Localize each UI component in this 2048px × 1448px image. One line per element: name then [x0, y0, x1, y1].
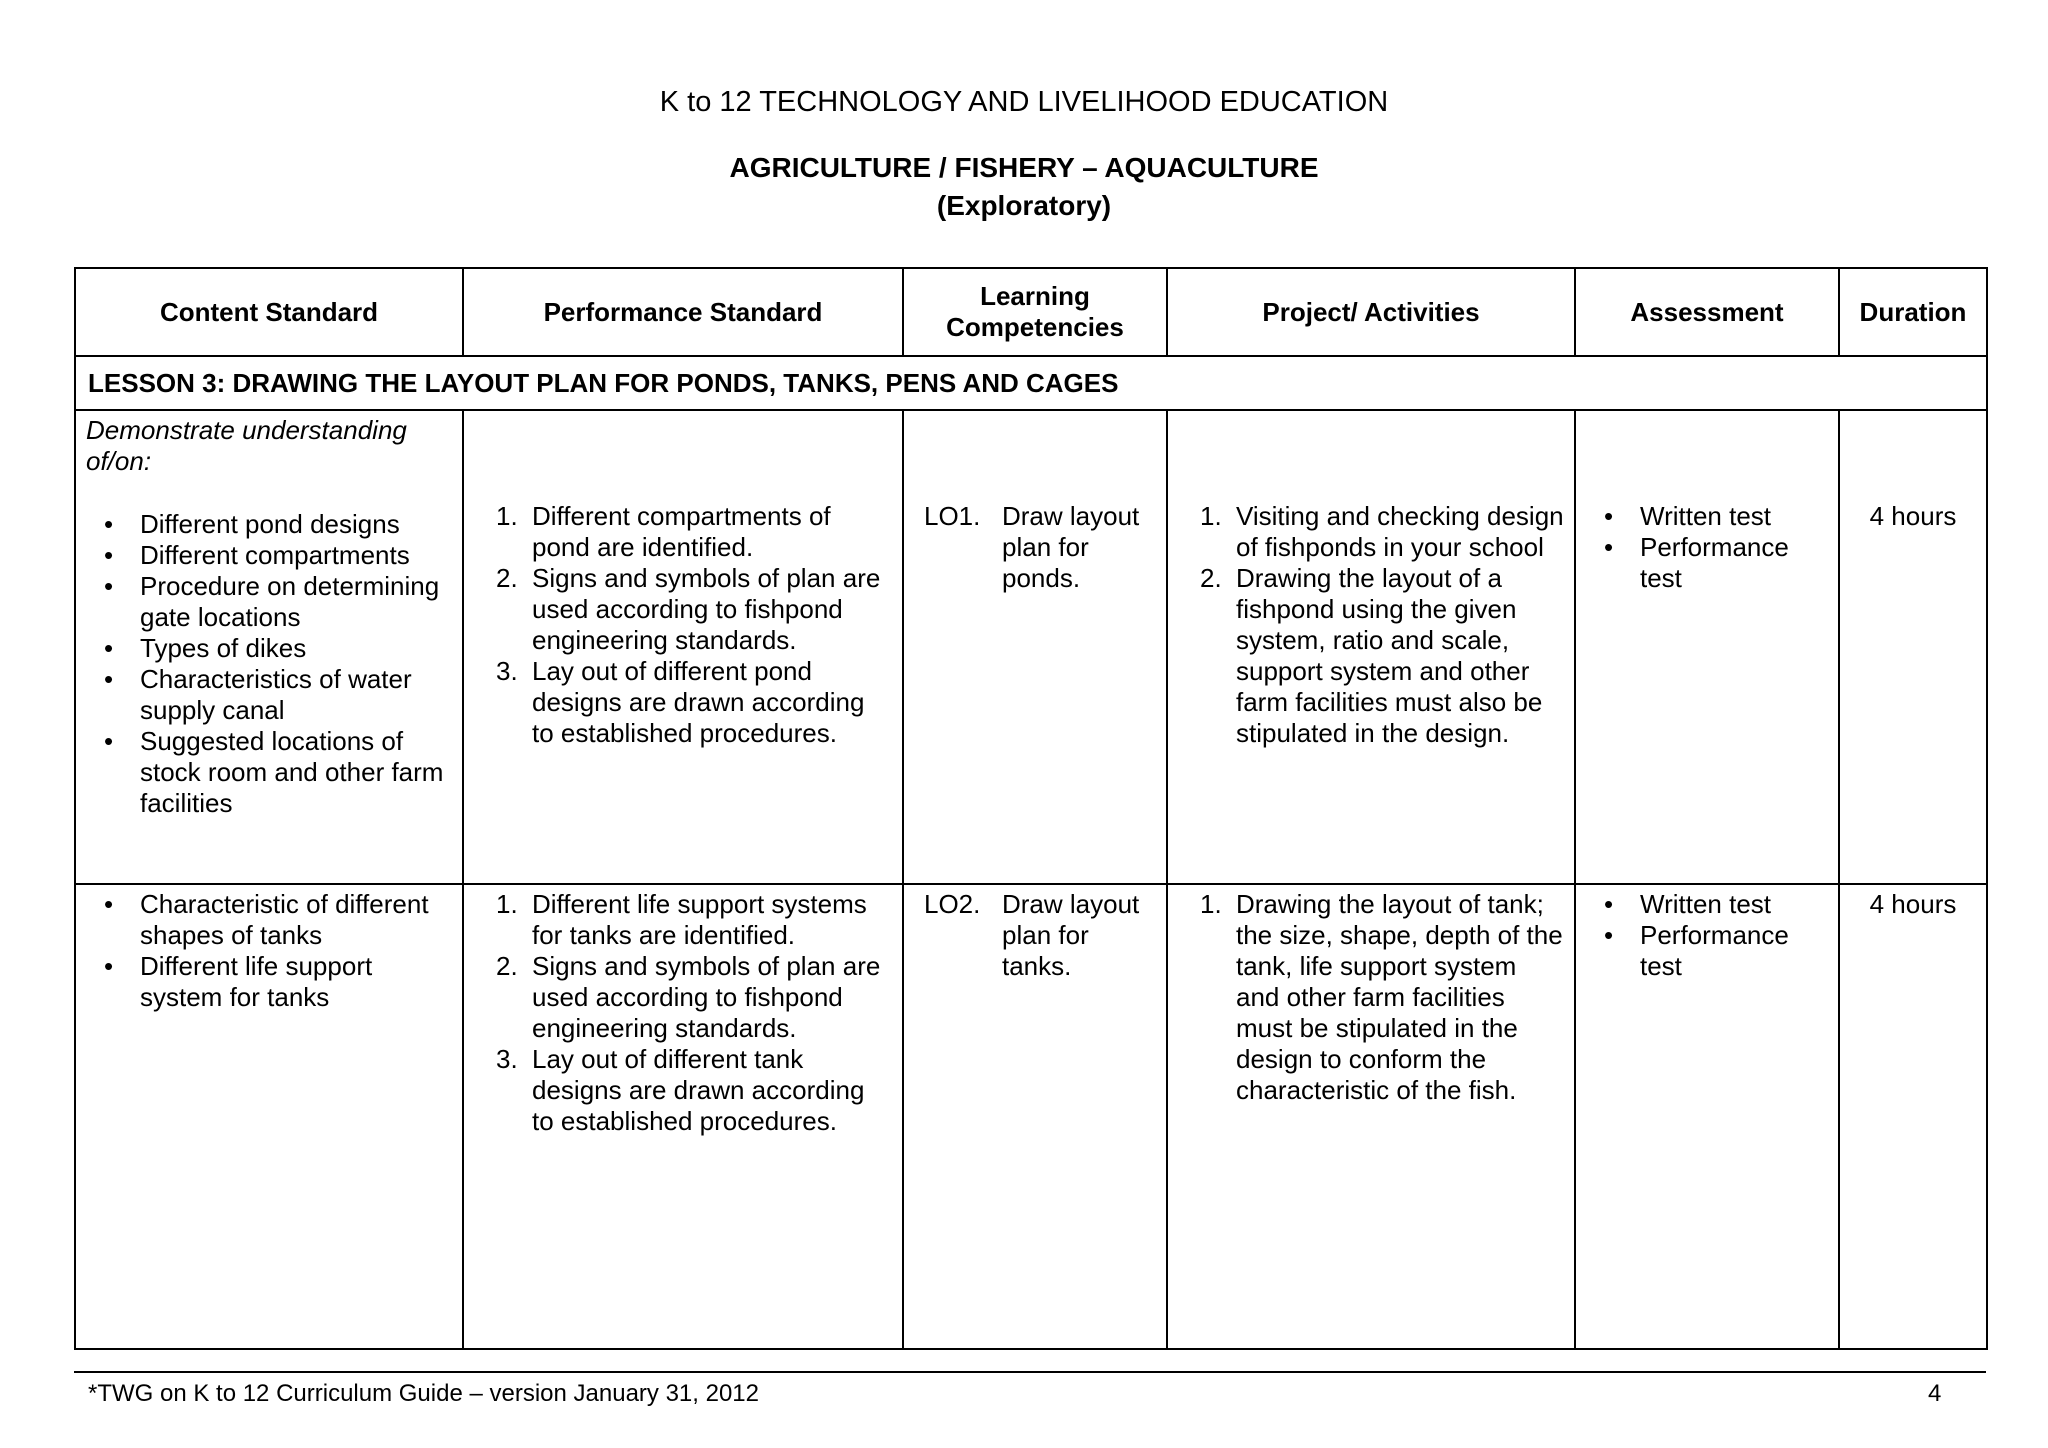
list-text: Different life support systems for tanks are identified. — [532, 889, 867, 950]
list-item — [474, 1044, 892, 1137]
list-number: 2. — [1200, 563, 1222, 593]
list-item: • Written test — [1586, 501, 1828, 532]
list-item — [474, 951, 892, 1044]
duration-value: 4 hours — [1869, 889, 1957, 919]
list-item: • Performance test — [1586, 920, 1828, 982]
content-intro: Demonstrate understanding of/on: — [86, 415, 407, 476]
list-item — [1178, 563, 1564, 749]
list-text: Visiting and checking design of fishponds in your school — [1236, 501, 1564, 562]
footer-text: *TWG on K to 12 Curriculum Guide – version January 31, 2012 — [88, 1380, 759, 1407]
content-standard-cell — [75, 884, 463, 1349]
list-number: 1. — [496, 889, 518, 919]
list-item: • Different life support system for tanks — [86, 951, 452, 1013]
list-number: 2. — [496, 563, 518, 593]
column-header-assessment: Assessment — [1575, 268, 1839, 356]
list-item: • Types of dikes — [86, 633, 452, 664]
list-item — [1178, 501, 1564, 563]
list-text: Signs and symbols of plan are used according to fishpond engineering standards. — [532, 563, 881, 655]
project-activities-cell — [1167, 884, 1575, 1349]
list-item — [474, 501, 892, 563]
list-item — [474, 889, 892, 951]
column-header-competencies-line1: Learning — [980, 281, 1090, 311]
assessment-cell — [1575, 884, 1839, 1349]
curriculum-table — [74, 267, 1988, 1350]
performance-standard-cell — [463, 410, 903, 884]
competency-code: LO2. — [924, 889, 981, 919]
column-header-content-standard: Content Standard — [75, 268, 463, 356]
list-item: • Suggested locations of stock room and other farm facilities — [86, 726, 452, 819]
column-header-learning-competencies — [903, 268, 1167, 356]
column-header-performance-standard: Performance Standard — [463, 268, 903, 356]
learning-competency-cell — [903, 410, 1167, 884]
duration-value: 4 hours — [1869, 501, 1957, 531]
table-header-row — [75, 268, 1987, 356]
table-row — [75, 410, 1987, 884]
document-program-title: K to 12 TECHNOLOGY AND LIVELIHOOD EDUCATION — [659, 86, 1389, 118]
table-row — [75, 884, 1987, 1349]
list-number: 1. — [1200, 889, 1222, 919]
competency-text: Draw layout plan for tanks. — [1002, 889, 1140, 981]
list-number: 3. — [496, 1044, 518, 1074]
list-item: • Characteristics of water supply canal — [86, 664, 452, 726]
list-number: 1. — [1200, 501, 1222, 531]
document-subject-title: AGRICULTURE / FISHERY – AQUACULTURE — [729, 152, 1319, 183]
lesson-row — [75, 356, 1987, 410]
column-header-duration: Duration — [1839, 268, 1987, 356]
list-number: 2. — [496, 951, 518, 981]
content-standard-cell — [75, 410, 463, 884]
list-item: • Performance test — [1586, 532, 1828, 594]
list-text: Drawing the layout of a fishpond using the given system, ratio and scale, support system and other farm facilities must also be stipulated in the design. — [1236, 563, 1543, 748]
column-header-project-activities: Project/ Activities — [1167, 268, 1575, 356]
list-item — [1178, 889, 1564, 1106]
list-item — [474, 563, 892, 656]
competency-code: LO1. — [924, 501, 981, 531]
list-item: • Characteristic of different shapes of tanks — [86, 889, 452, 951]
list-item: • Written test — [1586, 889, 1828, 920]
duration-cell — [1839, 884, 1987, 1349]
duration-cell — [1839, 410, 1987, 884]
list-item: • Different compartments — [86, 540, 452, 571]
column-header-competencies-line2: Competencies — [946, 312, 1124, 342]
list-text: Drawing the layout of tank; the size, shape, depth of the tank, life support system and other farm facilities must be stipulated in the design to conform the characteristic of the fish. — [1236, 889, 1563, 1105]
list-text: Signs and symbols of plan are used according to fishpond engineering standards. — [532, 951, 881, 1043]
list-text: Lay out of different pond designs are drawn according to established procedures. — [532, 656, 865, 748]
project-activities-cell — [1167, 410, 1575, 884]
list-item — [474, 656, 892, 749]
footer-divider — [74, 1371, 1986, 1373]
list-text: Lay out of different tank designs are drawn according to established procedures. — [532, 1044, 865, 1136]
list-number: 3. — [496, 656, 518, 686]
page-number: 4 — [1928, 1380, 1942, 1407]
list-item: • Procedure on determining gate locations — [86, 571, 452, 633]
document-type-label: (Exploratory) — [936, 190, 1112, 221]
performance-standard-cell — [463, 884, 903, 1349]
list-item: • Different pond designs — [86, 509, 452, 540]
competency-text: Draw layout plan for ponds. — [1002, 501, 1140, 593]
list-text: Different compartments of pond are identified. — [532, 501, 831, 562]
list-number: 1. — [496, 501, 518, 531]
lesson-title: LESSON 3: DRAWING THE LAYOUT PLAN FOR PONDS, TANKS, PENS AND CAGES — [75, 356, 1987, 410]
learning-competency-cell — [903, 884, 1167, 1349]
assessment-cell — [1575, 410, 1839, 884]
